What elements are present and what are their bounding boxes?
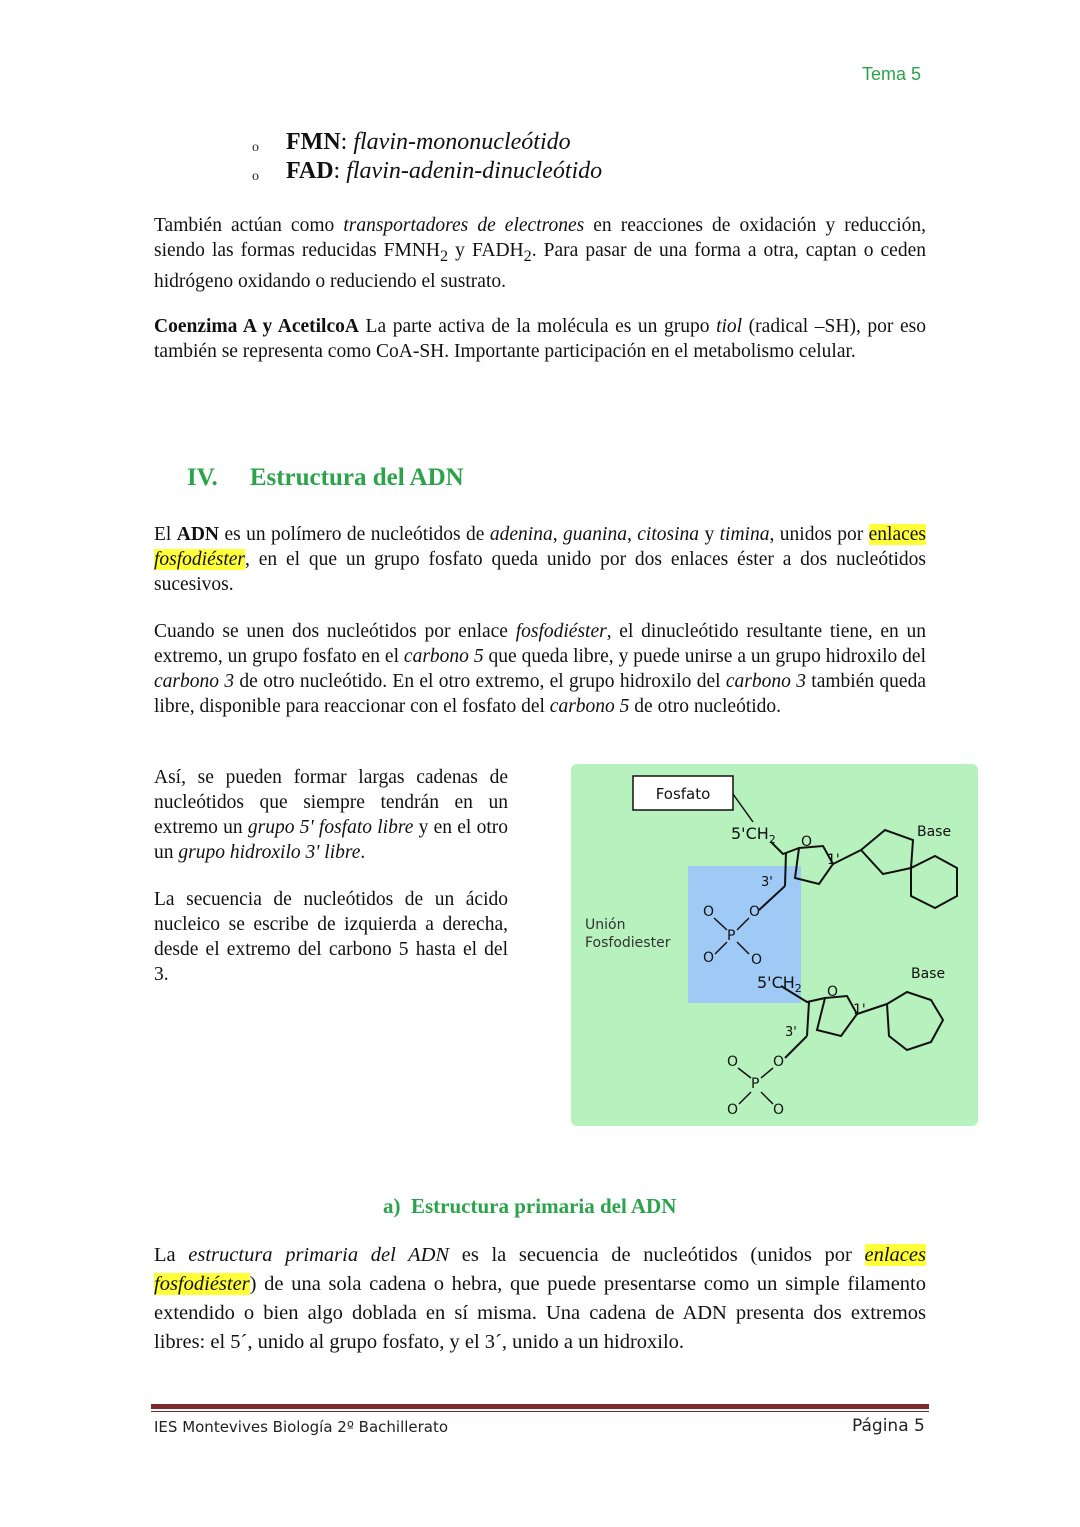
ch2-bottom-label: $5'CH_2$: [757, 973, 802, 995]
paragraph-dinucleotido: Cuando se unen dos nucleótidos por enlace fosfodiéster, el dinucleótido resultante tiene, en un extremo, un grupo fosfato en el carbono 5 que queda libre, y puede unirse a un grupo hidroxilo del carbono 3 de otro nucleótido. En el otro extremo, el grupo hidroxilo del carbono 3 también queda libre, disponible para reaccionar con el fosfato del carbono 5 de otro nucleótido.: [154, 621, 926, 717]
paragraph-coenzima-a: Coenzima A y AcetilcoA La parte activa de la molécula es un grupo tiol (radical –SH), por eso también se representa como CoA-SH. Importante participación en el metabolismo celular.: [154, 316, 926, 362]
section-heading: [187, 464, 464, 492]
bullet-term: FAD: [286, 158, 334, 184]
svg-text:P: P: [727, 928, 736, 944]
svg-text:P: P: [751, 1076, 760, 1092]
paragraph-secuencia: La secuencia de nucleótidos de un ácido nucleico se escribe de izquierda a derecha, desde el extremo del carbono 5 hasta el del 3.: [154, 889, 508, 985]
svg-text:O: O: [773, 1054, 785, 1070]
bullet-marker: o: [252, 140, 259, 155]
c1-top-label: 1': [827, 852, 840, 868]
paragraph-adn-definicion: El ADN es un polímero de nucleótidos de adenina, guanina, citosina y timina, unidos por enlaces fosfodiéster, en el que un grupo fosfato queda unido por dos enlaces éster a dos nucleótidos sucesivos.: [154, 524, 927, 595]
base-label-top: Base: [917, 824, 952, 840]
subsection-label: a): [383, 1194, 401, 1218]
section-number: IV.: [187, 464, 218, 491]
subsection-title: Estructura primaria del ADN: [411, 1194, 677, 1218]
c1-bottom-label: 1': [853, 1002, 866, 1018]
union-label-line1: Unión: [585, 917, 626, 933]
paragraph-transportadores: También actúan como transportadores de electrones en reacciones de oxidación y reducción, siendo las formas reducidas $FMNH_2$ y $FADH_2$. Para pasar de una forma a otra, captan o ceden hidrógeno oxidando o reduciendo el sustrato.: [154, 215, 927, 292]
highlighted-text: enlaces fosfodiéster: [154, 524, 927, 570]
bullet-item-fmn: [286, 129, 571, 156]
bullet-desc: flavin-mononucleótido: [353, 129, 571, 155]
svg-text:O: O: [749, 904, 761, 920]
ring-oxygen-top: O: [801, 834, 813, 850]
svg-text:O: O: [773, 1102, 785, 1118]
bullet-term: FMN: [286, 129, 341, 155]
footer-page-number: Página 5: [852, 1416, 925, 1436]
svg-text:O: O: [751, 952, 763, 968]
union-label-line2: Fosfodiester: [585, 935, 671, 951]
svg-text:O: O: [703, 950, 715, 966]
paragraph-cadenas: Así, se pueden formar largas cadenas de nucleótidos que siempre tendrán en un extremo un grupo 5' fosfato libre y en el otro un grupo hidroxilo 3' libre.: [154, 767, 508, 863]
fosfato-label: Fosfato: [655, 785, 711, 803]
svg-text:O: O: [727, 1102, 739, 1118]
page-topic-label: Tema 5: [862, 64, 922, 84]
bullet-sep: :: [340, 129, 354, 155]
bullet-item-fad: [286, 158, 602, 185]
section-title: Estructura del ADN: [249, 464, 464, 491]
ring-oxygen-bottom: O: [827, 984, 839, 1000]
bullet-sep: :: [333, 158, 347, 184]
phosphodiester-bond-diagram: [571, 764, 978, 1126]
bullet-marker: o: [252, 169, 259, 184]
base-label-bottom: Base: [911, 966, 946, 982]
ch2-top-label: $5'CH_2$: [731, 824, 776, 846]
footer-rule-thin: [151, 1411, 929, 1412]
bullet-desc: flavin-adenin-dinucleótido: [346, 158, 603, 184]
svg-text:O: O: [727, 1054, 739, 1070]
highlighted-text: enlaces fosfodiéster: [154, 1244, 926, 1295]
subsection-heading: [383, 1194, 676, 1219]
paragraph-estructura-primaria: La estructura primaria del ADN es la secuencia de nucleótidos (unidos por enlaces fosfodiéster) de una sola cadena o hebra, que puede presentarse como un simple filamento extendido o bien algo doblada en sí misma. Una cadena de ADN presenta dos extremos libres: el 5´, unido al grupo fosfato, y el 3´, unido a un hidroxilo.: [154, 1244, 926, 1353]
c3-top-label: 3': [761, 875, 773, 890]
footer-rule: [151, 1404, 929, 1409]
svg-text:O: O: [703, 904, 715, 920]
footer-school: IES Montevives Biología 2º Bachillerato: [154, 1418, 449, 1436]
c3-bottom-label: 3': [785, 1025, 797, 1040]
